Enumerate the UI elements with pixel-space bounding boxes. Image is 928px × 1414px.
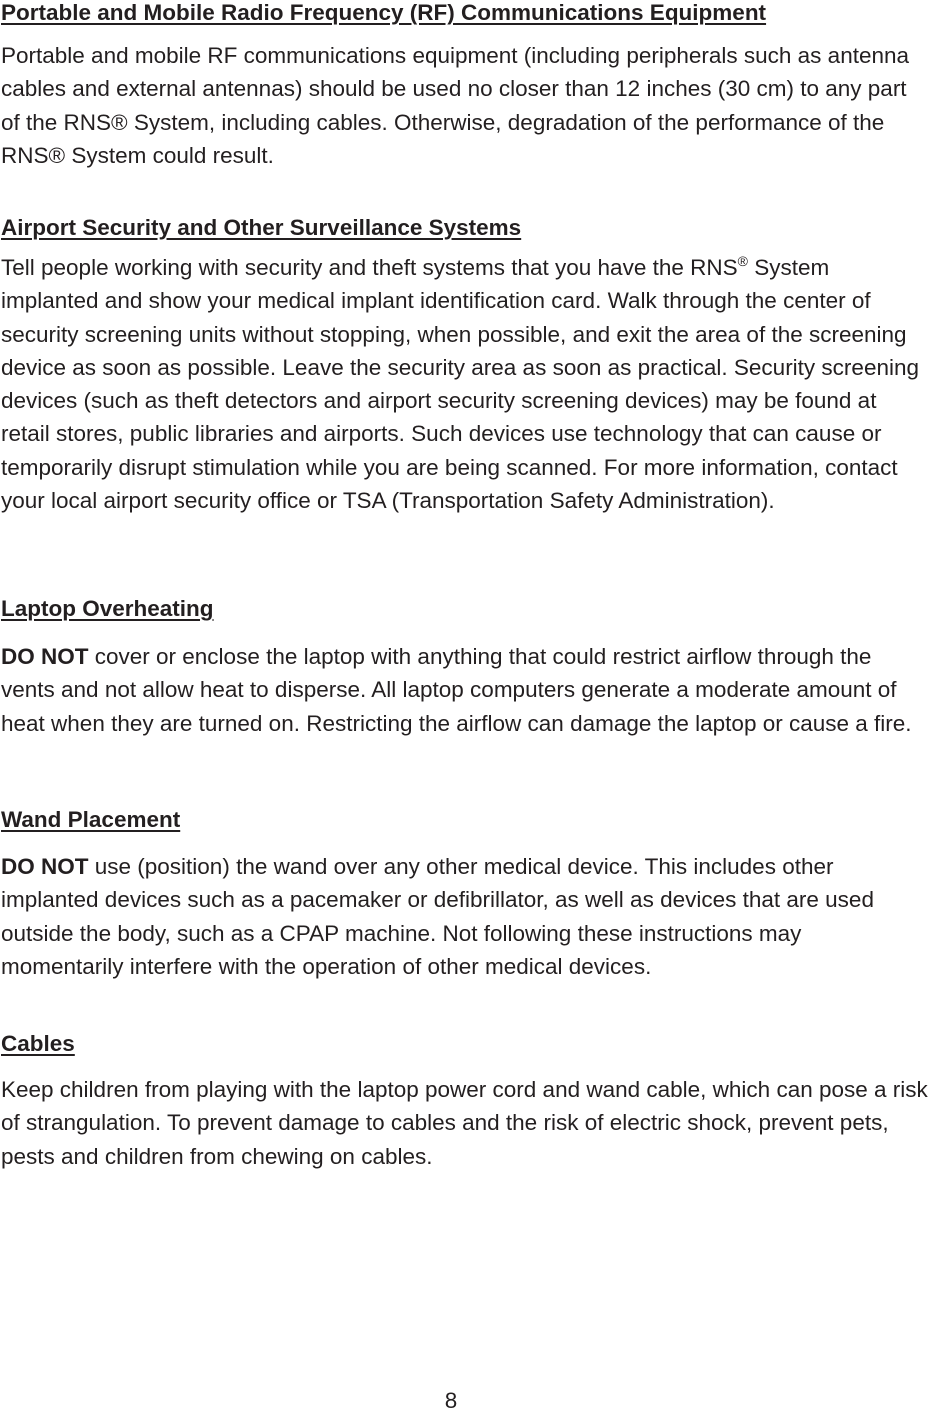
section-paragraph-wand-placement bbox=[1, 850, 928, 983]
paragraph-text: cover or enclose the laptop with anything that could restrict airflow through the vents and not allow heat to disperse. All laptop computers generate a moderate amount of heat when they are turned on. Restricting the airflow can damage the laptop or cause a fire. bbox=[1, 644, 912, 736]
paragraph-text: Keep children from playing with the laptop power cord and wand cable, which can pose a risk of strangulation. To prevent damage to cables and the risk of electric shock, prevent pets, pests and children from chewing on cables. bbox=[1, 1077, 928, 1169]
section-paragraph-cables bbox=[1, 1073, 928, 1173]
do-not-warning: DO NOT bbox=[1, 854, 89, 879]
section-heading-laptop-overheating: Laptop Overheating bbox=[1, 596, 214, 621]
section-paragraph-laptop-overheating bbox=[1, 640, 928, 740]
paragraph-text-before-sup: Tell people working with security and theft systems that you have the RNS bbox=[1, 255, 738, 280]
do-not-warning: DO NOT bbox=[1, 644, 89, 669]
section-heading-rf-equipment: Portable and Mobile Radio Frequency (RF) Communications Equipment bbox=[1, 0, 767, 25]
paragraph-text: use (position) the wand over any other medical device. This includes other implanted devices such as a pacemaker or defibrillator, as well as devices that are used outside the body, such as a CPAP machine. Not following these instructions may momentarily interfere with the operation of other medical devices. bbox=[1, 854, 874, 979]
section-heading-cables: Cables bbox=[1, 1031, 75, 1056]
section-paragraph-airport-security bbox=[1, 251, 928, 517]
section-heading-airport-security: Airport Security and Other Surveillance Systems bbox=[1, 215, 522, 240]
section-paragraph-rf-equipment bbox=[1, 39, 928, 172]
paragraph-text-after-sup: System implanted and show your medical implant identification card. Walk through the center of security screening units without stopping, when possible, and exit the area of the screening device as soon as possible. Leave the security area as soon as practical. Security screening devices (such as theft detectors and airport security screening devices) may be found at retail stores, public libraries and airports. Such devices use technology that can cause or temporarily disrupt stimulation while you are being scanned. For more information, contact your local airport security office or TSA (Transportation Safety Administration). bbox=[1, 255, 919, 514]
paragraph-text: Portable and mobile RF communications equipment (including peripherals such as antenna cables and external antennas) should be used no closer than 12 inches (30 cm) to any part of the RNS® System, including cables. Otherwise, degradation of the performance of the RNS® System could result. bbox=[1, 43, 910, 168]
page-number: 8 bbox=[444, 1388, 458, 1413]
registered-trademark-sup: ® bbox=[737, 253, 748, 269]
section-heading-wand-placement: Wand Placement bbox=[1, 807, 181, 832]
